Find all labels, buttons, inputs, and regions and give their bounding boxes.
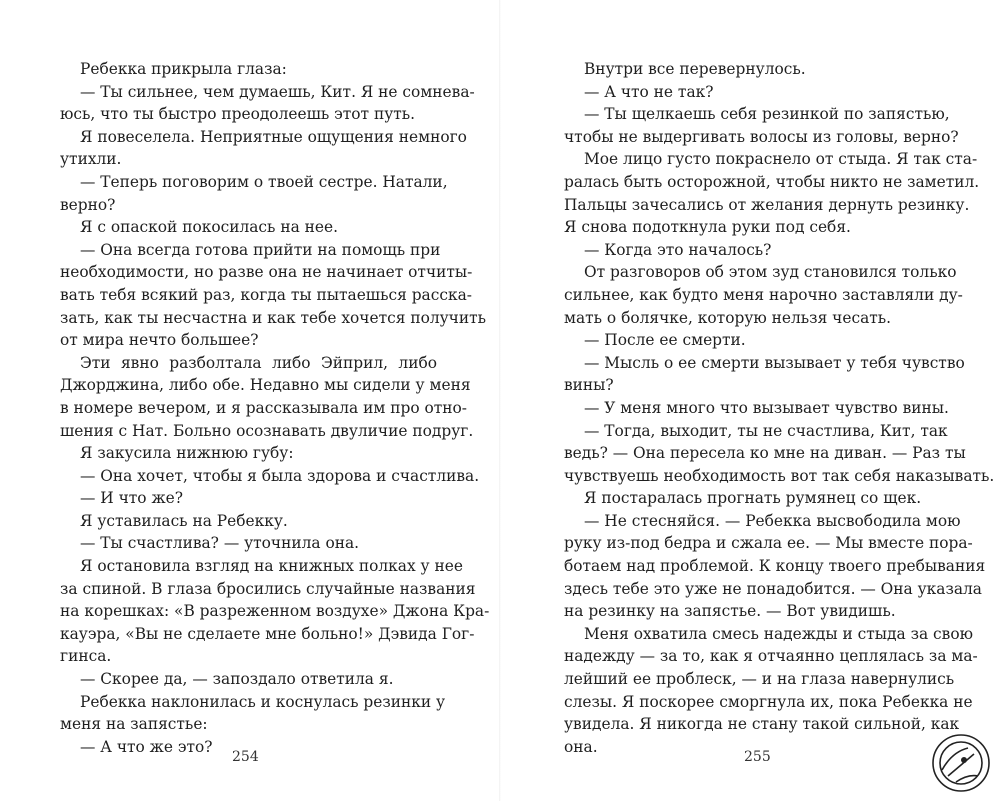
- right-page-text: [564, 58, 995, 758]
- right-page-text-line: — У меня много что вызывает чувство вины.: [584, 398, 949, 417]
- left-page-text-line: — Ты счастлива? — уточнила она.: [80, 534, 360, 553]
- left-page-text-line: — Ты сильнее, чем думаешь, Кит. Я не сомнева-: [80, 82, 475, 101]
- left-page-text-line: Я с опаской покосилась на нее.: [80, 218, 339, 237]
- right-page-text-line: — Тогда, выходит, ты не счастлива, Кит, так: [584, 421, 948, 440]
- left-page-text-line: Ребекка наклонилась и коснулась резинки у: [80, 692, 446, 711]
- right-page-text-line: ведь? — Она пересела ко мне на диван. — Раз ты: [564, 444, 966, 463]
- left-page-text-line: меня на запястье:: [60, 715, 208, 734]
- right-page-text-line: — Не стесняйся. — Ребекка высвободила мою: [584, 511, 961, 530]
- left-page-text-line: на корешках: «В разреженном воздухе» Джона Кра-: [60, 602, 490, 621]
- right-page-text-line: сильнее, как будто меня нарочно заставляли ду-: [564, 285, 963, 304]
- right-page-text-line: — Когда это началось?: [584, 240, 772, 259]
- left-page-text-line: Я закусила нижнюю губу:: [80, 444, 294, 463]
- left-page-text-line: вать тебя всякий раз, когда ты пытаешься расска-: [60, 285, 472, 304]
- left-page-text-line: шения с Нат. Больно осознавать двуличие подруг.: [60, 421, 474, 440]
- right-page-text-line: руку из-под бедра и сжала ее. — Мы вместе пора-: [564, 534, 973, 553]
- left-page-text-line: от мира нечто большее?: [60, 331, 259, 350]
- right-page-text-line: — А что не так?: [584, 82, 714, 101]
- left-page-text-line: кауэра, «Вы не сделаете мне больно!» Дэвида Гог-: [60, 624, 475, 643]
- right-page-text-line: здесь тебе это уже не понадобится. — Она указала: [564, 579, 982, 598]
- left-page-text-line: Джорджина, либо обе. Недавно мы сидели у меня: [60, 376, 471, 395]
- left-page-text-line: зать, как ты несчастна и как тебе хочется получить: [60, 308, 487, 327]
- library-stamp-icon: [928, 730, 994, 796]
- left-page-text-line: Я остановила взгляд на книжных полках у нее: [80, 557, 463, 576]
- right-page-text-line: От разговоров об этом зуд становился только: [584, 263, 957, 282]
- left-page-text-line: утихли.: [60, 150, 122, 169]
- right-page-text-line: ралась быть осторожной, чтобы никто не заметил.: [564, 172, 980, 191]
- left-page-text-line: — Она хочет, чтобы я была здорова и счастлива.: [80, 466, 480, 485]
- right-page-text-line: Я снова подоткнула руки под себя.: [564, 218, 851, 237]
- left-page-text-line: юсь, что ты быстро преодолеешь этот путь.: [60, 105, 416, 124]
- right-page-text-line: слезы. Я поскорее сморгнула их, пока Ребекка не: [564, 692, 973, 711]
- left-page-text-line: Ребекка прикрыла глаза:: [80, 60, 287, 78]
- left-page-text-line: гинса.: [60, 647, 112, 666]
- right-page-text-line: Мое лицо густо покраснело от стыда. Я так ста-: [584, 150, 978, 169]
- right-page-text-line: — Мысль о ее смерти вызывает у тебя чувство: [584, 353, 965, 372]
- left-page-text-line: — Теперь поговорим о твоей сестре. Натали,: [80, 172, 448, 191]
- right-page-text-line: — Ты щелкаешь себя резинкой по запястью,: [584, 105, 950, 124]
- left-page-text-line: необходимости, но разве она не начинает отчиты-: [60, 263, 473, 282]
- left-page-text-line: — Она всегда готова прийти на помощь при: [80, 240, 441, 259]
- left-page-text-line: Я уставилась на Ребекку.: [80, 511, 288, 530]
- right-page-text-line: увидела. Я никогда не стану такой сильной, как: [564, 715, 960, 734]
- left-page-text-line: Я повеселела. Неприятные ощущения немного: [80, 127, 467, 146]
- page-number-left: 254: [232, 749, 259, 765]
- right-page-text-line: лейший ее проблеск, — и на глаза навернулись: [564, 670, 955, 689]
- right-page-text-line: Меня охватила смесь надежды и стыда за свою: [584, 624, 974, 643]
- left-page-text-line: в номере вечером, и я рассказывала им про отно-: [60, 398, 467, 417]
- right-page-text-line: чувствуешь необходимость вот так себя наказывать.: [564, 466, 995, 485]
- left-page-text-line: — И что же?: [80, 489, 183, 508]
- left-page-text-line: — А что же это?: [80, 737, 213, 756]
- right-page-text-line: Внутри все перевернулось.: [584, 60, 806, 78]
- right-page-text-line: вины?: [564, 376, 614, 395]
- right-page-text-line: — После ее смерти.: [584, 331, 746, 350]
- left-page-text-line: — Скорее да, — запоздало ответила я.: [80, 670, 394, 689]
- right-page-text-line: чтобы не выдергивать волосы из головы, верно?: [564, 127, 959, 146]
- left-page-text: [60, 58, 490, 758]
- left-page-text-line: Эти явно разболтала либо Эйприл, либо: [80, 353, 437, 372]
- right-page-text-line: на резинку на запястье. — Вот увидишь.: [564, 602, 896, 621]
- right-page-text-line: надежду — за то, как я отчаянно цеплялась за ма-: [564, 647, 978, 666]
- right-page-text-line: мать о болячке, которую нельзя чесать.: [564, 308, 892, 327]
- right-page-text-line: Я постаралась прогнать румянец со щек.: [584, 489, 922, 508]
- right-page-text-line: ботаем над проблемой. К концу твоего пребывания: [564, 557, 986, 576]
- right-page: [500, 0, 1000, 801]
- left-page-text-line: за спиной. В глаза бросились случайные названия: [60, 579, 476, 598]
- left-page-text-line: верно?: [60, 195, 116, 214]
- page-number-right: 255: [744, 749, 771, 765]
- right-page-text-line: Пальцы зачесались от желания дернуть резинку.: [564, 195, 970, 214]
- right-page-text-line: она.: [564, 737, 598, 756]
